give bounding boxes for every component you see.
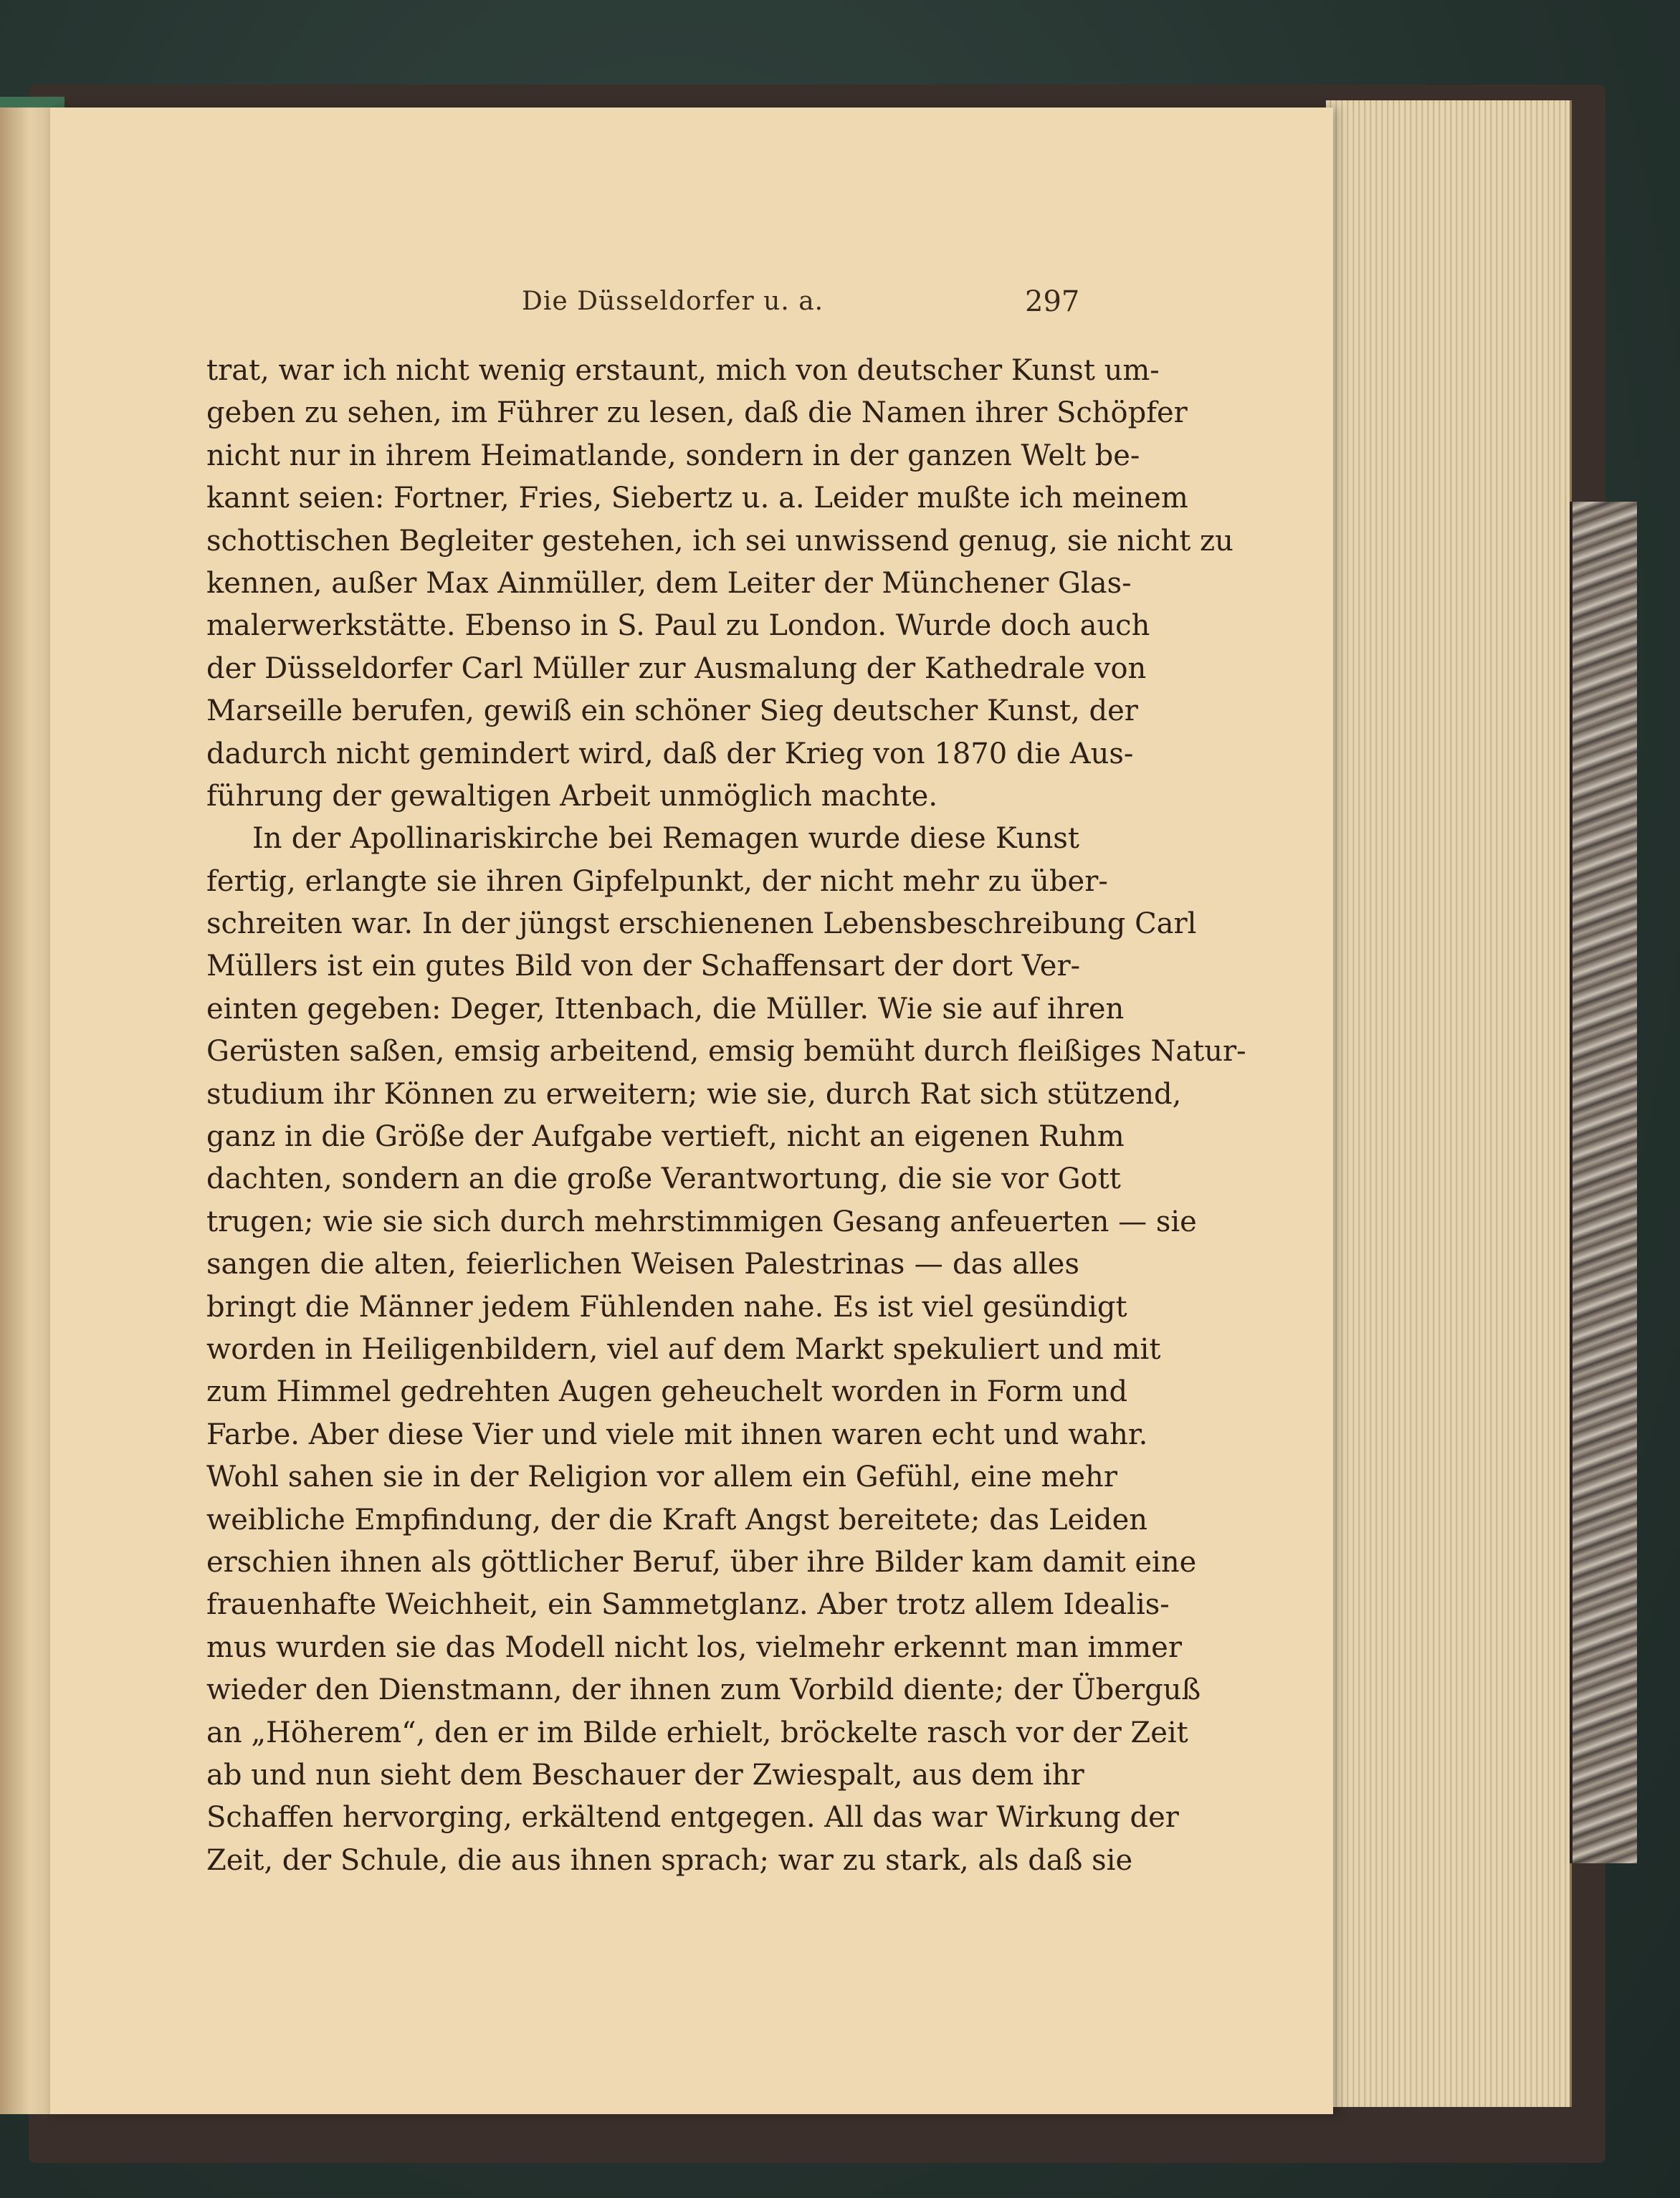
text-line: an „Höherem“, den er im Bilde erhielt, bröckelte rasch vor der Zeit (206, 1716, 1188, 1749)
marbled-cover-edge (1570, 502, 1637, 1863)
text-line: bringt die Männer jedem Fühlenden nahe. Es ist viel gesündigt (206, 1290, 1127, 1324)
text-line: wieder den Dienstmann, der ihnen zum Vorbild diente; der Überguß (206, 1673, 1201, 1707)
text-line: trugen; wie sie sich durch mehrstimmigen Gesang anfeuerten — sie (206, 1205, 1197, 1238)
text-line: führung der gewaltigen Arbeit unmöglich machte. (206, 779, 938, 813)
text-line: ab und nun sieht dem Beschauer der Zwiespalt, aus dem ihr (206, 1758, 1084, 1792)
text-line: Farbe. Aber diese Vier und viele mit ihnen waren echt und wahr. (206, 1418, 1148, 1451)
text-line: fertig, erlangte sie ihren Gipfelpunkt, der nicht mehr zu über- (206, 864, 1108, 898)
text-line: zum Himmel gedrehten Augen geheuchelt worden in Form und (206, 1375, 1128, 1409)
text-line: dadurch nicht gemindert wird, daß der Krieg von 1870 die Aus- (206, 737, 1134, 770)
text-line: einten gegeben: Deger, Ittenbach, die Müller. Wie sie auf ihren (206, 992, 1125, 1026)
text-line: In der Apollinariskirche bei Remagen wurde diese Kunst (252, 822, 1079, 856)
text-line: Müllers ist ein gutes Bild von der Schaffensart der dort Ver- (206, 950, 1081, 983)
text-line: frauenhafte Weichheit, ein Sammetglanz. Aber trotz allem Idealis- (206, 1588, 1170, 1622)
page-block-edges (1326, 100, 1572, 2107)
text-line: kennen, außer Max Ainmüller, dem Leiter der Münchener Glas- (206, 566, 1132, 600)
left-page-edge (0, 107, 52, 2114)
text-line: ganz in die Größe der Aufgabe vertieft, nicht an eigenen Ruhm (206, 1120, 1125, 1154)
text-line: Schaffen hervorging, erkältend entgegen. All das war Wirkung der (206, 1801, 1179, 1835)
text-line: weibliche Empfindung, der die Kraft Angst bereitete; das Leiden (206, 1503, 1148, 1537)
text-line: erschien ihnen als göttlicher Beruf, über ihre Bilder kam damit eine (206, 1545, 1197, 1579)
running-header: Die Düsseldorfer u. a. (522, 287, 824, 316)
text-line: Gerüsten saßen, emsig arbeitend, emsig bemüht durch fleißiges Natur- (206, 1035, 1246, 1069)
text-line: geben zu sehen, im Führer zu lesen, daß die Namen ihrer Schöpfer (206, 396, 1188, 430)
text-line: Zeit, der Schule, die aus ihnen sprach; war zu stark, als daß sie (206, 1843, 1133, 1877)
text-line: dachten, sondern an die große Verantwortung, die sie vor Gott (206, 1162, 1121, 1196)
body-text (206, 350, 1246, 1882)
text-line: trat, war ich nicht wenig erstaunt, mich von deutscher Kunst um- (206, 354, 1160, 387)
text-line: Wohl sahen sie in der Religion vor allem ein Gefühl, eine mehr (206, 1461, 1117, 1494)
text-line: Marseille berufen, gewiß ein schöner Sieg deutscher Kunst, der (206, 694, 1138, 728)
text-line: sangen die alten, feierlichen Weisen Palestrinas — das alles (206, 1248, 1079, 1281)
text-line: schreiten war. In der jüngst erschienenen Lebensbeschreibung Carl (206, 907, 1197, 941)
text-line: mus wurden sie das Modell nicht los, vielmehr erkennt man immer (206, 1630, 1182, 1664)
text-line: schottischen Begleiter gestehen, ich sei unwissend genug, sie nicht zu (206, 524, 1233, 558)
text-line: nicht nur in ihrem Heimatlande, sondern in der ganzen Welt be- (206, 439, 1140, 472)
text-line: malerwerkstätte. Ebenso in S. Paul zu London. Wurde doch auch (206, 609, 1150, 643)
text-line: studium ihr Können zu erweitern; wie sie, durch Rat sich stützend, (206, 1077, 1182, 1111)
page-number: 297 (1025, 285, 1080, 318)
text-line: der Düsseldorfer Carl Müller zur Ausmalung der Kathedrale von (206, 651, 1147, 685)
text-line: kannt seien: Fortner, Fries, Siebertz u. a. Leider mußte ich meinem (206, 482, 1188, 515)
text-line: worden in Heiligenbildern, viel auf dem Markt spekuliert und mit (206, 1332, 1161, 1366)
